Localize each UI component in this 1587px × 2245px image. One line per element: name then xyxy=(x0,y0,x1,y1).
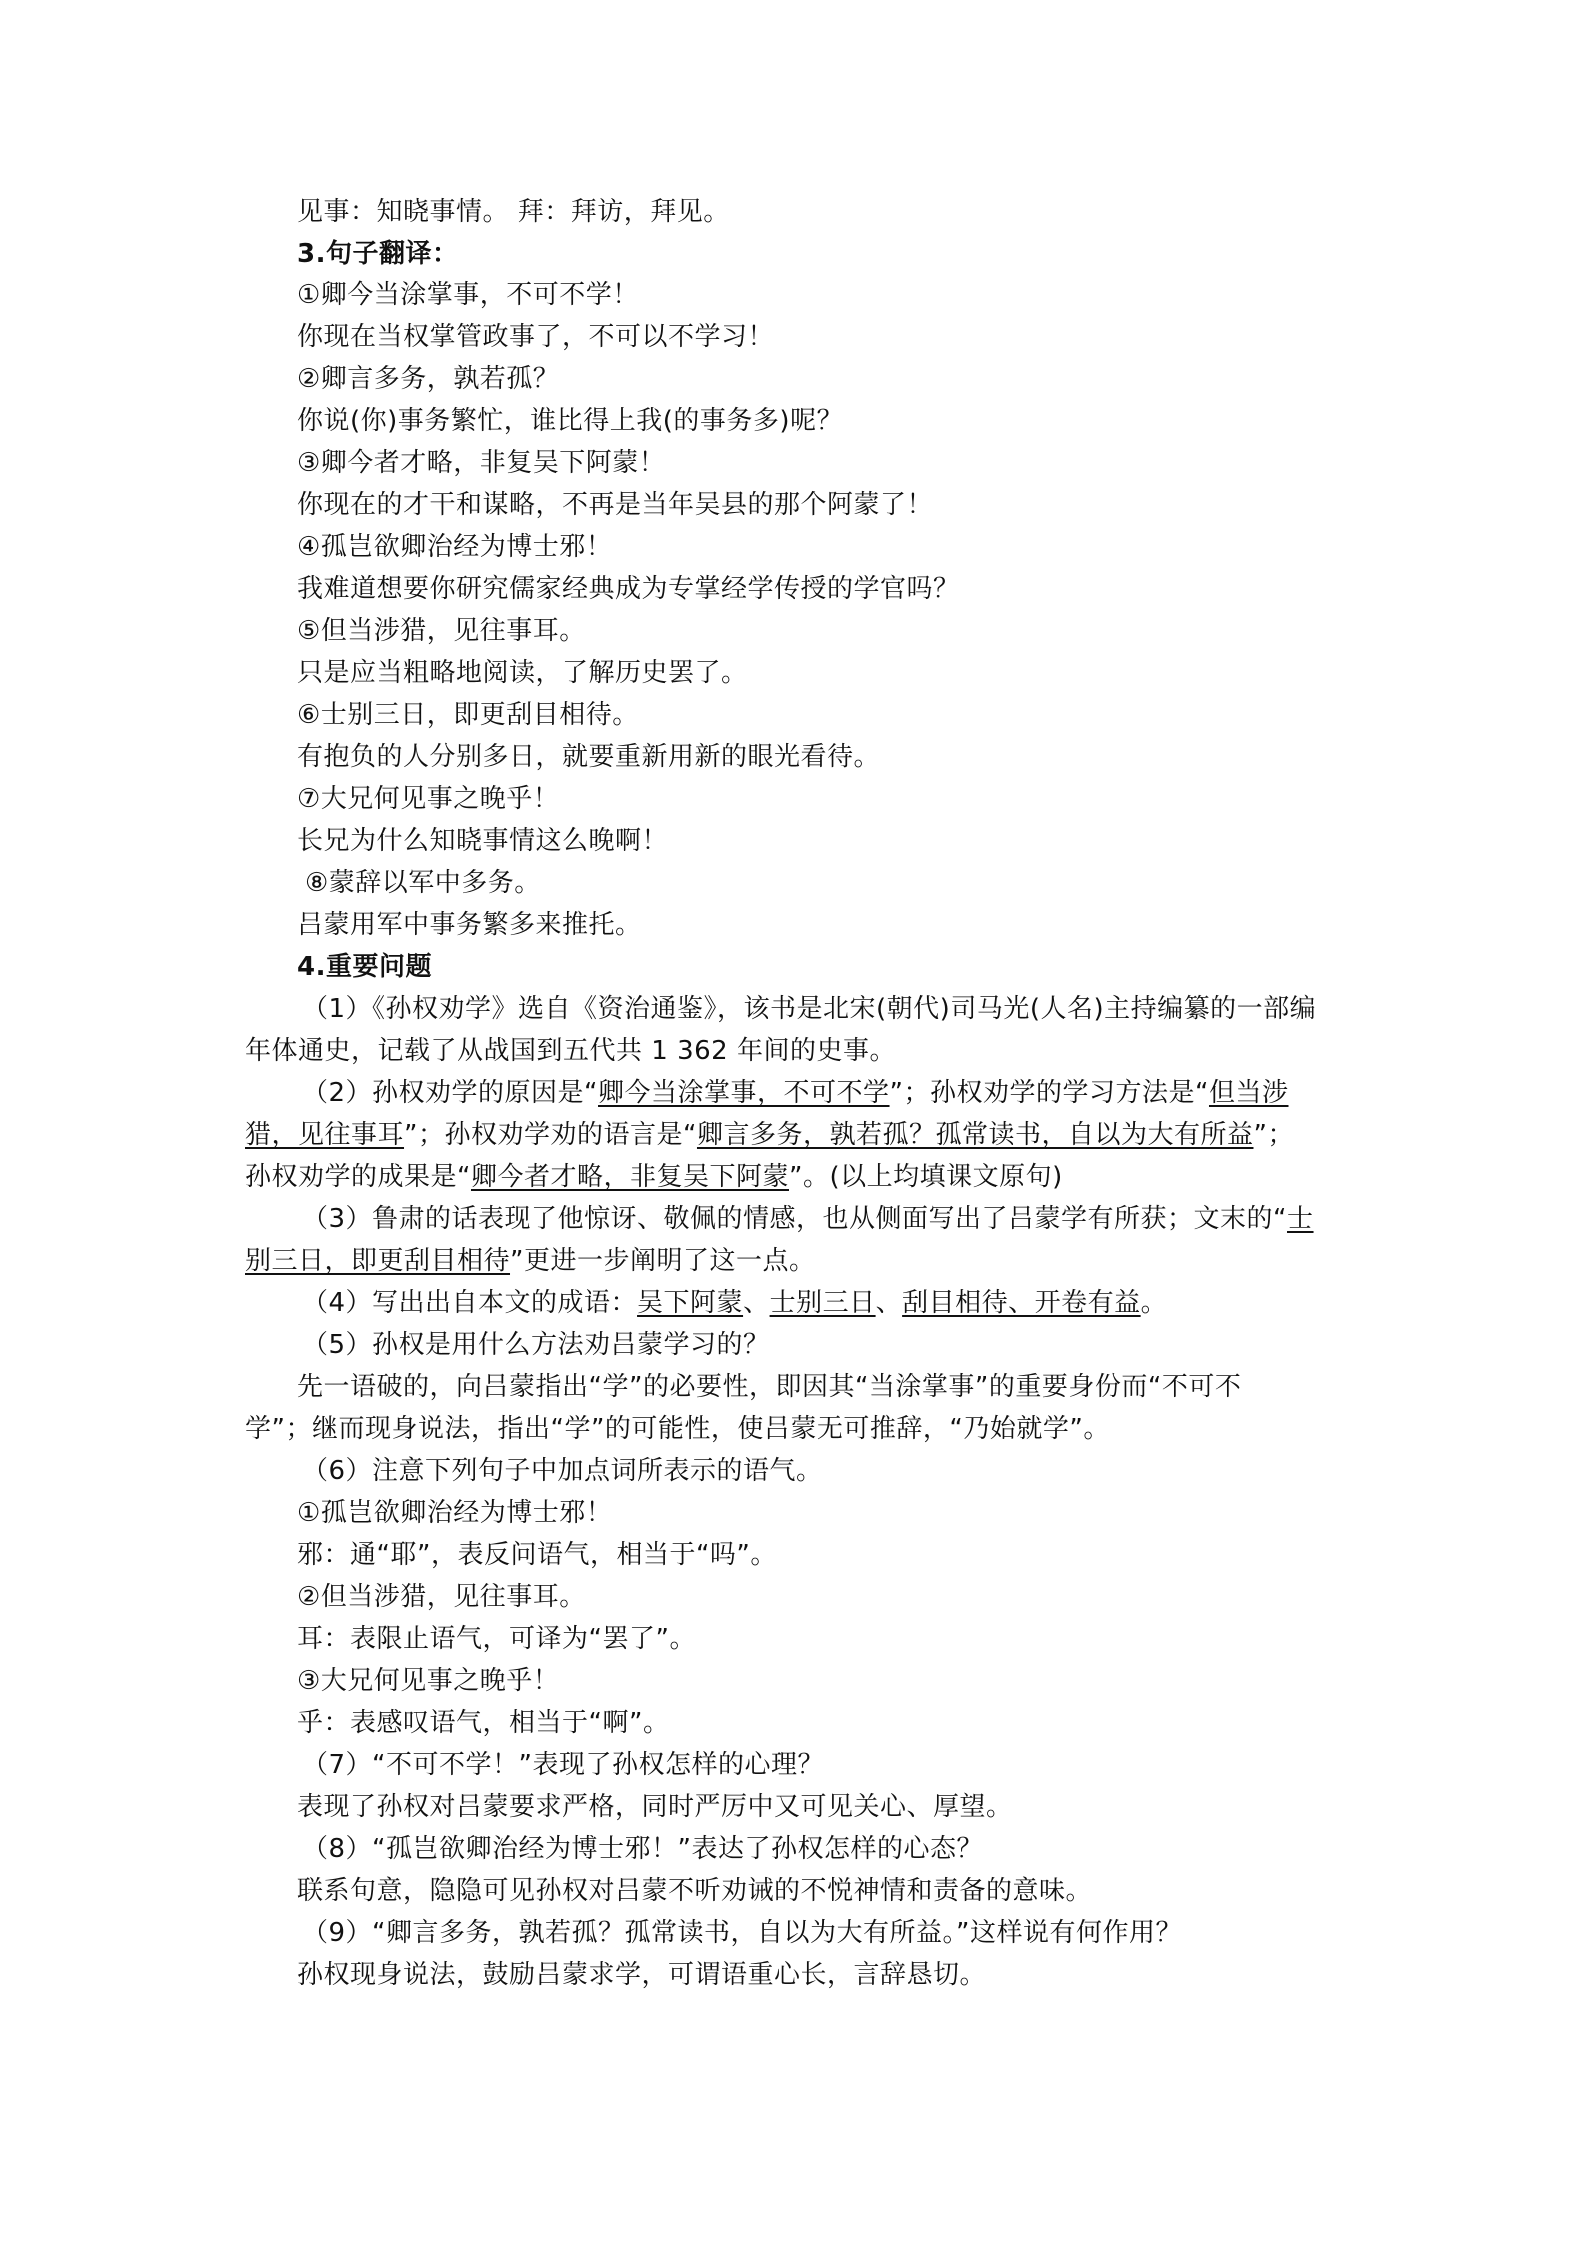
text-line: 你说(你)事务繁忙，谁比得上我(的事务多)呢？ xyxy=(297,406,844,436)
answer-blank: 但当涉 xyxy=(1208,1078,1289,1108)
text-line: ③卿今者才略，非复吴下阿蒙！ xyxy=(297,448,666,478)
question-7-line: （7）“不可不学！”表现了孙权怎样的心理？ xyxy=(302,1750,824,1780)
text-line: ②卿言多务，孰若孤？ xyxy=(297,364,560,394)
text-line: ⑥士别三日，即更刮目相待。 xyxy=(297,700,639,730)
text-line: ②但当涉猎，见往事耳。 xyxy=(297,1582,586,1612)
text-line: 长兄为什么知晓事情这么晚啊！ xyxy=(297,826,669,856)
text-line: 别三日，即更刮目相待”更进一步阐明了这一点。 xyxy=(245,1246,816,1276)
question-2-line: （2）孙权劝学的原因是“卿今当涂掌事，不可不学”；孙权劝学的学习方法是“但当涉 xyxy=(302,1078,1289,1108)
text-line: 表现了孙权对吕蒙要求严格，同时严厉中又可见关心、厚望。 xyxy=(297,1792,1013,1822)
answer-blank: 猎，见往事耳 xyxy=(245,1120,405,1150)
text-line: 孙权劝学的成果是“卿今者才略，非复吴下阿蒙”。(以上均填课文原句) xyxy=(245,1162,1063,1192)
section-heading: 3.句子翻译： xyxy=(297,239,459,269)
answer-blank: 士 xyxy=(1287,1204,1314,1234)
question-5-line: （5）孙权是用什么方法劝吕蒙学习的？ xyxy=(302,1330,770,1360)
text-line: 乎：表感叹语气，相当于“啊”。 xyxy=(297,1708,670,1738)
text-line: 你现在当权掌管政事了，不可以不学习！ xyxy=(297,322,775,352)
text-line: 先一语破的，向吕蒙指出“学”的必要性，即因其“当涂掌事”的重要身份而“不可不 xyxy=(297,1372,1242,1402)
text-line: ⑧蒙辞以军中多务。 xyxy=(305,868,541,898)
question-3-line: （3）鲁肃的话表现了他惊讶、敬佩的情感，也从侧面写出了吕蒙学有所获；文末的“士 xyxy=(302,1204,1314,1234)
text-line: ①卿今当涂掌事，不可不学！ xyxy=(297,280,639,310)
text-line: 联系句意，隐隐可见孙权对吕蒙不听劝诫的不悦神情和责备的意味。 xyxy=(297,1876,1093,1906)
question-1-line: （1）《孙权劝学》选自《资治通鉴》，该书是北宋(朝代)司马光(人名)主持编纂的一部编 xyxy=(302,994,1317,1024)
text-line: ⑤但当涉猎，见往事耳。 xyxy=(297,616,586,646)
text-line: 只是应当粗略地阅读，了解历史罢了。 xyxy=(297,658,748,688)
answer-blank: 士别三日 xyxy=(769,1288,876,1318)
text-line: 学”；继而现身说法，指出“学”的可能性，使吕蒙无可推辞，“乃始就学”。 xyxy=(245,1414,1110,1444)
text-line: 我难道想要你研究儒家经典成为专掌经学传授的学官吗？ xyxy=(297,574,960,604)
answer-blank: 别三日，即更刮目相待 xyxy=(245,1246,511,1276)
text-line: 你现在的才干和谋略，不再是当年吴县的那个阿蒙了！ xyxy=(297,490,934,520)
text-line: ①孤岂欲卿治经为博士邪！ xyxy=(297,1498,613,1528)
text-line: 耳：表限止语气，可译为“罢了”。 xyxy=(297,1624,696,1654)
text-line: ④孤岂欲卿治经为博士邪！ xyxy=(297,532,613,562)
text-line: 有抱负的人分别多日，就要重新用新的眼光看待。 xyxy=(297,742,881,772)
text-line: 年体通史，记载了从战国到五代共 1 362 年间的史事。 xyxy=(245,1036,896,1066)
text-line: ⑦大兄何见事之晚乎！ xyxy=(297,784,560,814)
answer-blank: 卿今者才略，非复吴下阿蒙 xyxy=(470,1162,789,1192)
text-line: 猎，见往事耳”；孙权劝学劝的语言是“卿言多务，孰若孤？孤常读书，自以为大有所益”； xyxy=(245,1120,1294,1150)
text-line: 吕蒙用军中事务繁多来推托。 xyxy=(297,910,642,940)
question-6-line: （6）注意下列句子中加点词所表示的语气。 xyxy=(302,1456,823,1486)
section-heading: 4.重要问题 xyxy=(297,952,432,982)
question-9-line: （9）“卿言多务，孰若孤？孤常读书，自以为大有所益。”这样说有何作用？ xyxy=(302,1918,1182,1948)
question-4-line: （4）写出出自本文的成语：吴下阿蒙、士别三日、刮目相待、开卷有益。 xyxy=(302,1288,1168,1318)
text-line: 孙权现身说法，鼓励吕蒙求学，可谓语重心长，言辞恳切。 xyxy=(297,1960,987,1990)
text-line: ③大兄何见事之晚乎！ xyxy=(297,1666,560,1696)
answer-blank: 卿言多务，孰若孤？孤常读书，自以为大有所益 xyxy=(696,1120,1254,1150)
text-line: 见事：知晓事情。 拜：拜访，拜见。 xyxy=(297,197,730,227)
text-line: 邪：通“耶”，表反问语气，相当于“吗”。 xyxy=(297,1540,777,1570)
answer-blank: 刮目相待、开卷有益 xyxy=(902,1288,1141,1318)
answer-blank: 卿今当涂掌事，不可不学 xyxy=(598,1078,890,1108)
question-8-line: （8）“孤岂欲卿治经为博士邪！”表达了孙权怎样的心态？ xyxy=(302,1834,983,1864)
answer-blank: 吴下阿蒙 xyxy=(637,1288,744,1318)
